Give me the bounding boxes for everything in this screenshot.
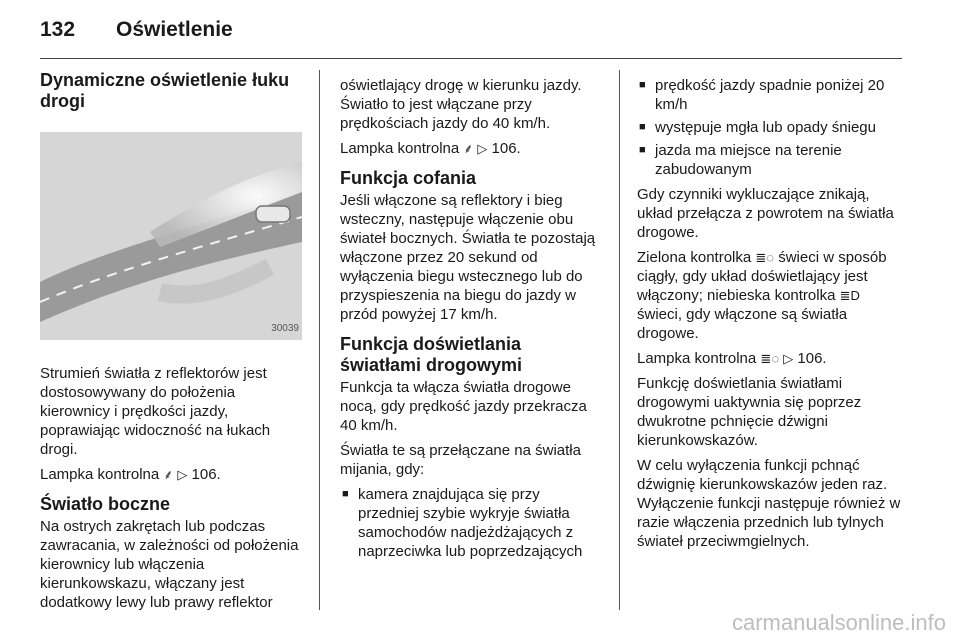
column-2 <box>340 76 604 567</box>
page-number: 132 <box>40 18 76 41</box>
page-ref-arrow-icon: ▷ <box>477 141 488 156</box>
paragraph-side-light-cont: oświetlający drogę w kierunku jazdy. Światło to jest włączane przy prędkościach jazdy do 40 km/h. <box>340 77 582 132</box>
high-beam-icon: ≣D <box>839 288 860 303</box>
text-fragment: świeci w sposób ciągły, gdy układ doświetlający jest włączony; niebieska kontrolka <box>637 249 887 304</box>
paragraph-side-light: Na ostrych zakrętach lub podczas zawracania, w zależności od położenia kierownicy lub włączenia kierunkowskazu, włączany jest dodatkowy lewy lub prawy reflektor <box>40 518 299 611</box>
paragraph-activation: Funkcję doświetlania światłami drogowymi uaktywnia się poprzez dwukrotne pchnięcie dźwigni kierunkowskazów. <box>637 375 862 449</box>
road-illustration <box>40 132 302 340</box>
column-divider-2 <box>619 70 620 610</box>
lamp-page-ref: 106. <box>797 350 827 367</box>
paragraph-dynamic: Strumień światła z reflektorów jest dostosowywany do położenia kierownicy i prędkości jazdy, poprawiając widoczność na łukach drogi. <box>40 365 271 458</box>
text-fragment: Zielona kontrolka <box>637 249 752 266</box>
list-item: ■ występuje mgła lub opady śniegu <box>637 118 907 137</box>
paragraph-high-beam-1: Funkcja ta włącza światła drogowe nocą, gdy prędkość jazdy przekracza 40 km/h. <box>340 379 587 434</box>
condition-list-cont <box>637 76 907 179</box>
page-title: Oświetlenie <box>116 18 233 41</box>
column-1 <box>40 70 302 618</box>
high-beam-assist-icon: ≣◌ <box>755 250 775 265</box>
list-item: ■ kamera znajdująca się przy przedniej szybie wykryje światła samochodów nadjeżdżających z naprzeciwka lub poprzedzających <box>340 485 604 561</box>
heading-side-light: Światło boczne <box>40 494 171 514</box>
list-item: ■ prędkość jazdy spadnie poniżej 20 km/h <box>637 76 907 114</box>
lamp-reference <box>637 349 907 368</box>
lamp-page-ref: 106. <box>191 466 221 483</box>
lamp-label: Lampka kontrolna <box>340 140 460 157</box>
figure-number: 30039 <box>271 323 299 334</box>
page-header <box>40 18 233 48</box>
list-item: ■ jazda ma miejsce na terenie zabudowanym <box>637 141 907 179</box>
illustration-curve-lighting <box>40 132 302 340</box>
paragraph-indicators <box>637 248 907 343</box>
column-divider-1 <box>319 70 320 610</box>
lamp-label: Lampka kontrolna <box>40 466 160 483</box>
lamp-label: Lampka kontrolna <box>637 350 757 367</box>
curve-light-icon: ⸙ <box>463 141 474 156</box>
condition-list <box>340 485 604 561</box>
column-3 <box>637 76 907 557</box>
page-ref-arrow-icon: ▷ <box>177 467 188 482</box>
text-fragment: świeci, gdy włączone są światła drogowe. <box>637 306 848 342</box>
paragraph-return: Gdy czynniki wykluczające znikają, układ przełącza z powrotem na światła drogowe. <box>637 186 894 241</box>
page-ref-arrow-icon: ▷ <box>783 351 794 366</box>
curve-light-icon: ⸙ <box>163 467 174 482</box>
header-divider <box>40 58 902 59</box>
heading-high-beam-assist: Funkcja doświetlania światłami drogowymi <box>340 334 523 375</box>
watermark: carmanualsonline.info <box>731 610 946 635</box>
heading-dynamic-lighting: Dynamiczne oświetlenie łuku drogi <box>40 70 290 111</box>
paragraph-deactivation: W celu wyłączenia funkcji pchnąć dźwignię kierunkowskazów jeden raz. Wyłączenie funkcji następuje również w razie włączenia przednich lub tylnych świateł przeciwmgielnych. <box>637 457 901 550</box>
lamp-reference <box>40 465 302 484</box>
paragraph-reverse: Jeśli włączone są reflektory i bieg wsteczny, następuje włączenie obu świateł bocznych. Światła te pozostają włączone przez 20 sekund od wyłączenia biegu wstecznego lub do przyspieszenia na biegu do jazdy w przód powyżej 17 km/h. <box>340 192 596 323</box>
lamp-reference <box>340 139 604 158</box>
heading-reverse-function: Funkcja cofania <box>340 168 477 188</box>
high-beam-assist-icon: ≣◌ <box>760 351 780 366</box>
lamp-page-ref: 106. <box>491 140 521 157</box>
paragraph-high-beam-2: Światła te są przełączane na światła mijania, gdy: <box>340 442 581 478</box>
